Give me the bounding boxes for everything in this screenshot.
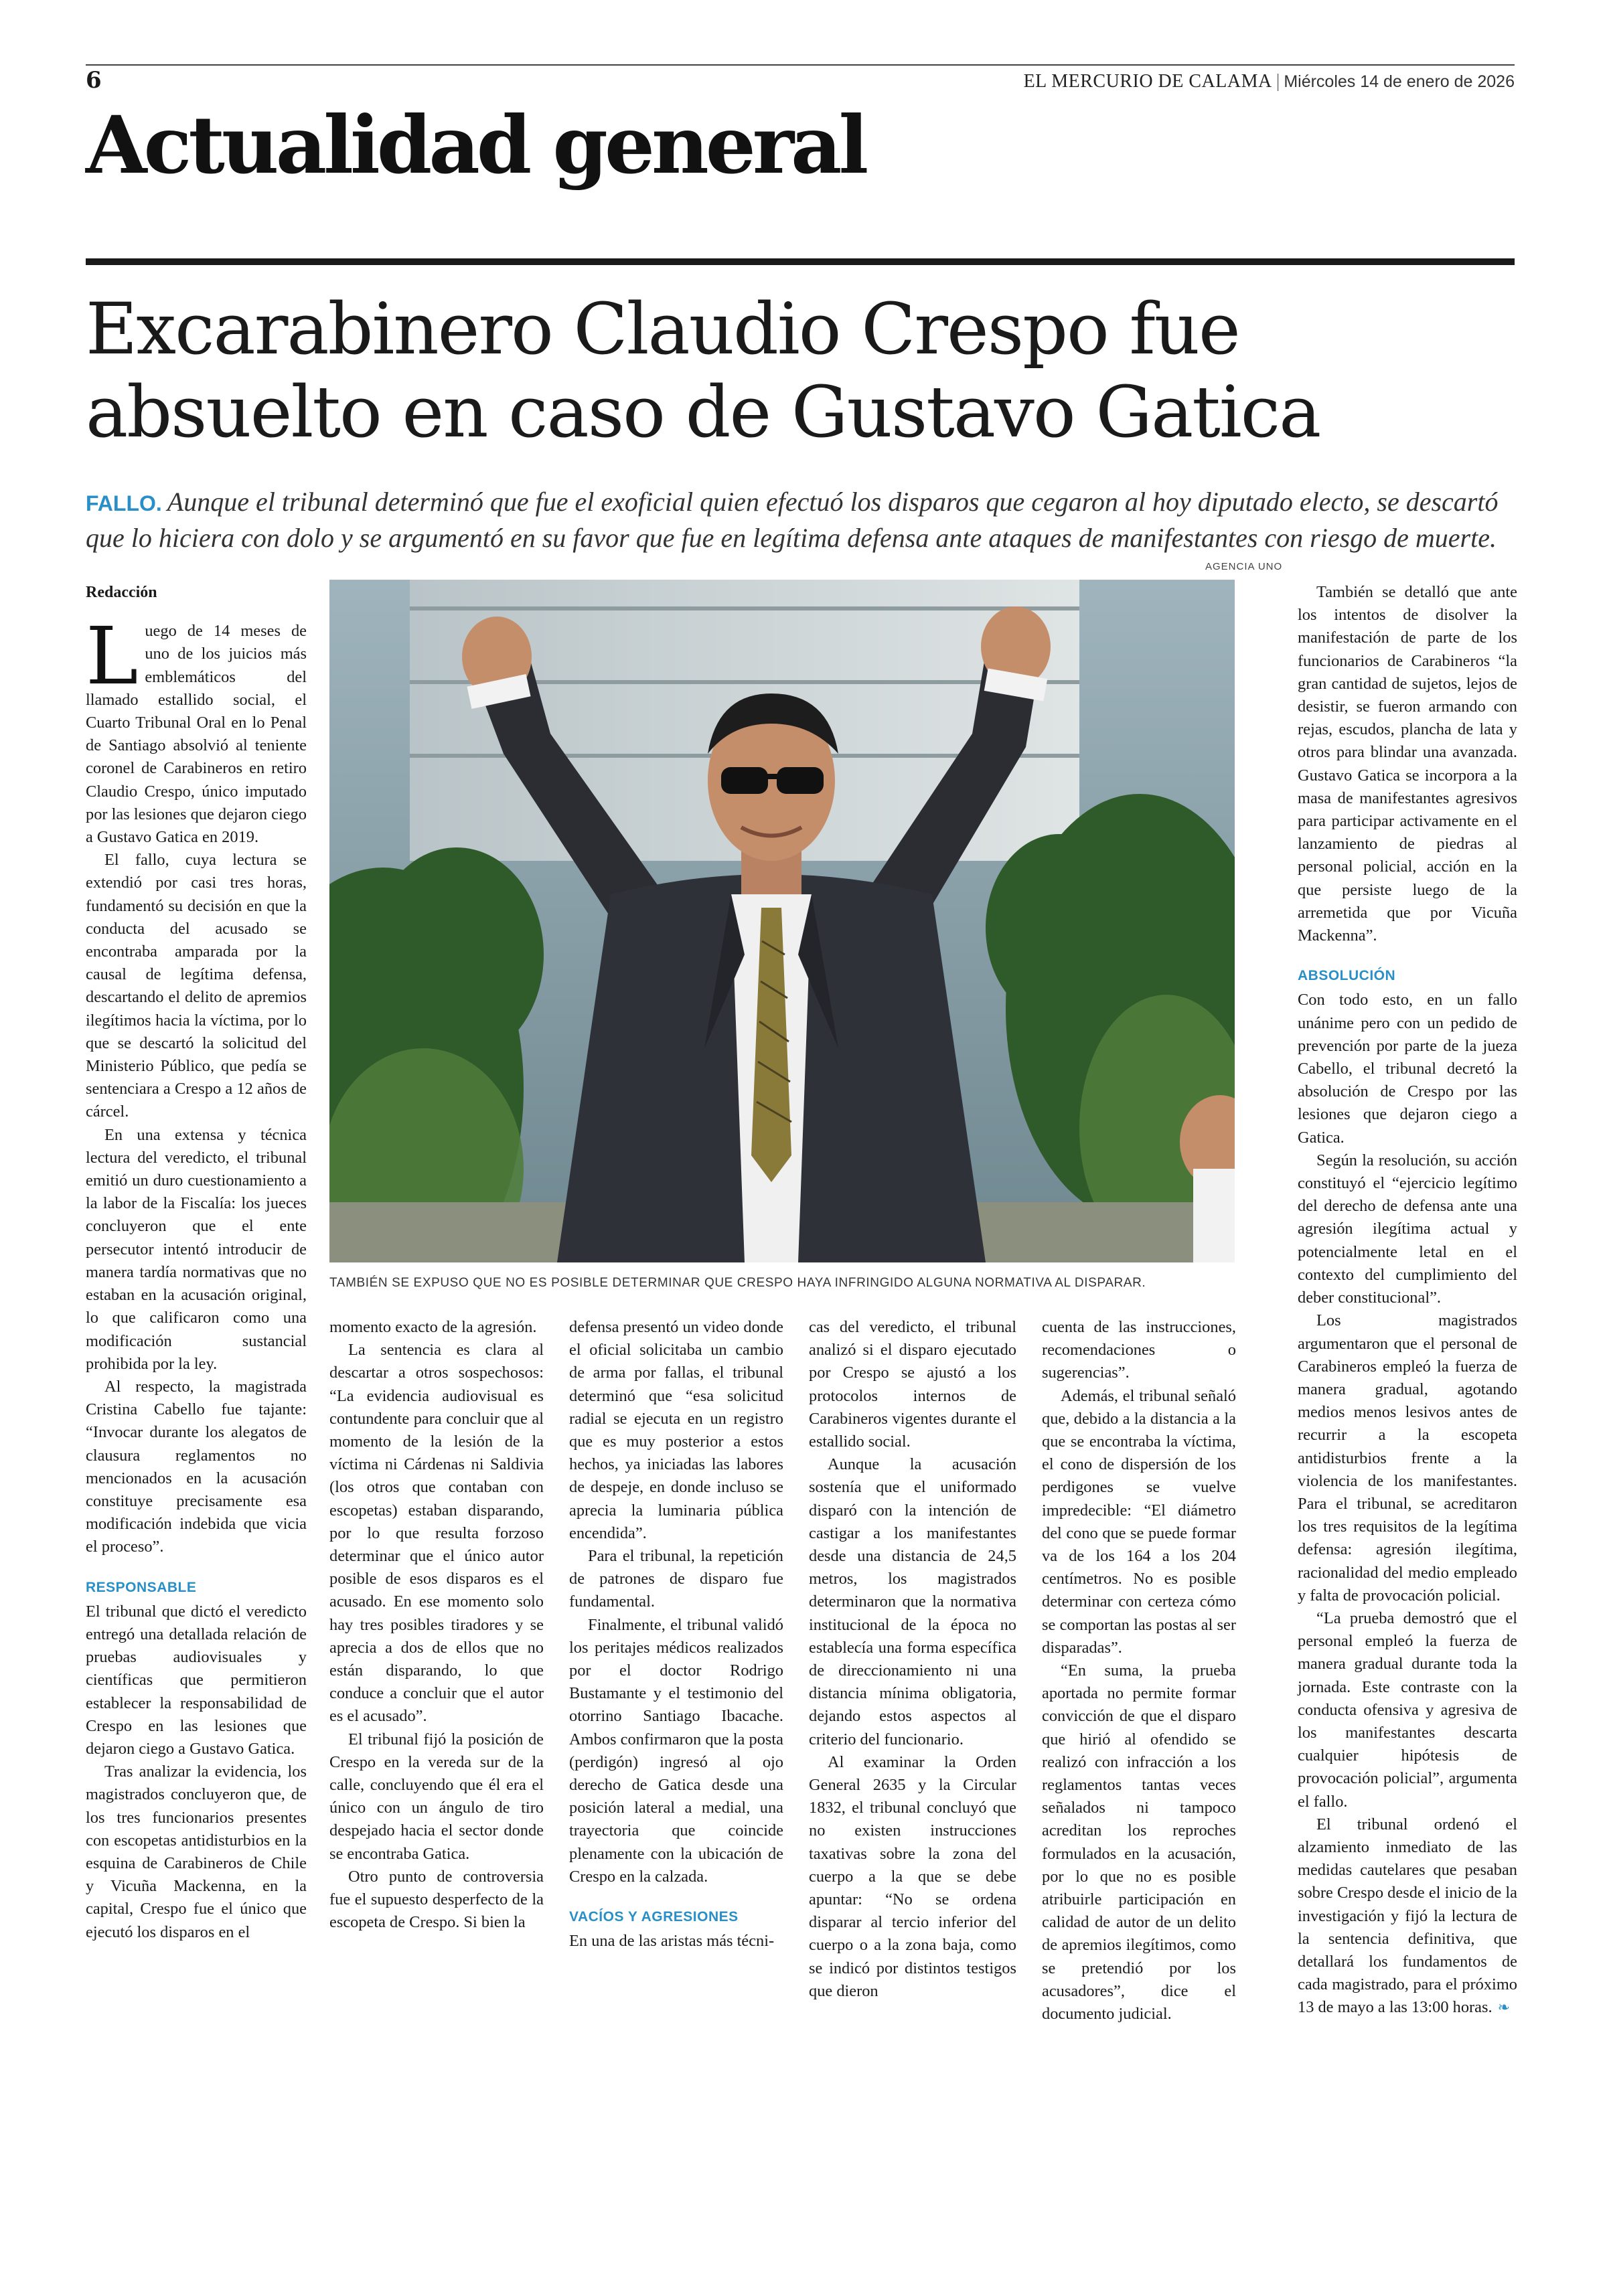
- subheading-responsable: RESPONSABLE: [86, 1579, 197, 1595]
- closing-text: El tribunal ordenó el alzamiento inmediato de las medidas cautelares que pesaban sobre Crespo desde el inicio de la investigación y fijó la lectura de la sentencia definitiva, que detallará los fundamentos de cada magistrado, para el próximo 13 de mayo a las 13:00 horas.: [1298, 1815, 1517, 2017]
- article-paragraph: El tribunal que dictó el veredicto entregó una detallada relación de pruebas audiovisuales y científicas que permitieron establecer la responsabilidad de Crespo en las lesiones que dejaron ciego a Gustavo Gatica.: [86, 1602, 307, 1758]
- headline-line-1: Excarabinero Claudio Crespo fue: [86, 288, 1239, 370]
- masthead: [1024, 71, 1515, 92]
- photo-caption: TAMBIÉN SE EXPUSO QUE NO ES POSIBLE DETERMINAR QUE CRESPO HAYA INFRINGIDO ALGUNA NORMATIVA AL DISPARAR.: [329, 1276, 1146, 1290]
- article-paragraph: Aunque la acusación sostenía que el uniformado disparó con la intención de castigar a los manifestantes desde una distancia de 24,5 metros, los magistrados determinaron que la normativa institucional de la época no establecía una forma específica de direccionamiento ni una distancia mínima obligatoria, dejando estos aspectos al criterio del funcionario.: [809, 1455, 1016, 1748]
- article-column-3: [569, 1316, 783, 1953]
- article-paragraph: momento exacto de la agresión.: [329, 1318, 537, 1336]
- subheading-vacios-y-agresiones: VACÍOS Y AGRESIONES: [569, 1909, 739, 1925]
- article-paragraph: Los magistrados argumentaron que el personal de Carabineros empleó la fuerza de manera gradual, agotando medios menos lesivos antes de recurrir a la escopeta antidisturbios frente a la violencia de los manifestantes. Para el tribunal, se acreditaron los tres requisitos de la legítima defensa: agresión ilegítima, racionalidad del medio empleado y falta de provocación policial.: [1298, 1311, 1517, 1605]
- article-paragraph: [1298, 1813, 1517, 2020]
- article-paragraph: Al respecto, la magistrada Cristina Cabello fue tajante: “Invocar durante los alegatos de clausura reglamentos no mencionados en la acusación constituye precisamente esa modificación indebida que vicia el proceso”.: [86, 1377, 307, 1556]
- byline: Redacción: [86, 584, 157, 601]
- article-column-6: [1298, 581, 1517, 2020]
- drop-cap: L: [86, 610, 139, 703]
- article-paragraph: En una de las aristas más técni-: [569, 1932, 775, 1951]
- lead-text: uego de 14 meses de uno de los juicios más emblemáticos del llamado estallido social, el Cuarto Tribunal Oral en lo Penal de Santiago absolvió al teniente coronel de Carabineros en retiro Claudio Crespo, único imputado por las lesiones que dejaron ciego a Gustavo Gatica en 2019.: [86, 622, 307, 847]
- article-paragraph: Además, el tribunal señaló que, debido a la distancia a la que se encontraba la víctima, el cono de dispersión de los perdigones se vuelve impredecible: “El diámetro del cono que se puede formar va de los 164 a los 204 centímetros. No es posible determinar con certeza cómo se comportan las postas al ser disparadas”.: [1042, 1386, 1236, 1657]
- masthead-separator: |: [1276, 71, 1280, 92]
- headline-line-2: absuelto en caso de Gustavo Gatica: [86, 371, 1320, 453]
- end-mark-icon: ❧: [1497, 1999, 1511, 2017]
- article-paragraph: Otro punto de controversia fue el supuesto desperfecto de la escopeta de Crespo. Si bien la: [329, 1867, 544, 1932]
- article-paragraph: Tras analizar la evidencia, los magistrados concluyeron que, de los tres funcionarios presentes con escopetas antidisturbios en la esquina de Carabineros de Chile y Vicuña Mackenna, en la capital, Crespo fue el único que ejecutó los disparos en el: [86, 1762, 307, 1941]
- photo-illustration: [329, 580, 1235, 1262]
- article-column-4: [809, 1316, 1016, 2003]
- article-column-1: [86, 581, 307, 1944]
- article-photo: [329, 580, 1235, 1262]
- section-title: Actualidad general: [86, 98, 866, 191]
- article-paragraph: Para el tribunal, la repetición de patrones de disparo fue fundamental.: [569, 1547, 783, 1611]
- article-paragraph: cas del veredicto, el tribunal analizó si el disparo ejecutado por Crespo se ajustó a los protocolos internos de Carabineros vigentes durante el estallido social.: [809, 1318, 1016, 1451]
- publication-name: EL MERCURIO DE CALAMA: [1023, 71, 1272, 92]
- article-paragraph: El fallo, cuya lectura se extendió por casi tres horas, fundamentó su decisión en que la conducta del acusado se encontraba amparada por la causal de legítima defensa, descartando el delito de apremios ilegítimos hacia la víctima, por lo que se descartó la solicitud del Ministerio Público, que pedía se sentenciara a Crespo a 12 años de cárcel.: [86, 851, 307, 1121]
- article-deck: [86, 485, 1519, 556]
- article-column-2: [329, 1316, 544, 1934]
- photo-credit: AGENCIA UNO: [1205, 561, 1283, 572]
- deck-text: Aunque el tribunal determinó que fue el exoficial quien efectuó los disparos que cegaron al hoy diputado electo, se descartó que lo hiciera con dolo y se argumentó en su favor que fue en legítima defensa ante ataques de manifestantes con riesgo de muerte.: [86, 487, 1499, 553]
- article-paragraph: Según la resolución, su acción constituyó el “ejercicio legítimo del derecho de defensa ante una agresión ilegítima actual y potencialmente letal en el contexto del cumplimiento del deber constitucional”.: [1298, 1151, 1517, 1307]
- article-paragraph: [86, 610, 307, 849]
- article-paragraph: Finalmente, el tribunal validó los peritajes médicos realizados por el doctor Rodrigo Bustamante y el testimonio del otorrino Santiago Ibacache. Ambos confirmaron que la posta (perdigón) ingresó al ojo derecho de Gatica desde una posición lateral a medial, una trayectoria que coincide plenamente con la ubicación de Crespo en la calzada.: [569, 1615, 783, 1886]
- article-paragraph: Al examinar la Orden General 2635 y la Circular 1832, el tribunal concluyó que no existen instrucciones taxativas sobre la zona del cuerpo a la que se debe apuntar: “No se ordena disparar al tercio inferior del cuerpo o a la zona baja, como se indicó por distintos testigos que dieron: [809, 1752, 1016, 2000]
- headline-rule: [86, 258, 1515, 265]
- article-column-5: [1042, 1316, 1236, 2026]
- article-paragraph: Con todo esto, en un fallo unánime pero con un pedido de prevención por parte de la jueza Cabello, el tribunal decretó la absolución de Crespo por las lesiones que dejaron ciego a Gatica.: [1298, 991, 1517, 1147]
- top-rule: [86, 64, 1515, 66]
- article-paragraph: En una extensa y técnica lectura del veredicto, el tribunal emitió un duro cuestionamiento a la labor de la Fiscalía: los jueces concluyeron que el ente persecutor intentó introducir de manera tardía normativas que no estaban en la acusación original, lo que calificaron como una modificación sustancial prohibida por la ley.: [86, 1125, 307, 1373]
- article-paragraph: El tribunal fijó la posición de Crespo en la vereda sur de la calle, concluyendo que él era el único con un ángulo de tiro despejado hacia el sector donde se encontraba Gatica.: [329, 1730, 544, 1863]
- article-paragraph: La sentencia es clara al descartar a otros sospechosos: “La evidencia audiovisual es contundente para concluir que al momento de la lesión de la víctima ni Cárdenas ni Saldivia (los otros que contaban con escopetas) estaban disparando, por lo que resulta forzoso determinar que el único autor posible de esos disparos es el acusado. En ese momento solo hay tres posibles tiradores y se aprecia a dos de ellos que no están disparando, lo que conduce a concluir que el autor es el acusado”.: [329, 1341, 544, 1726]
- subheading-absolucion: ABSOLUCIÓN: [1298, 968, 1396, 984]
- article-paragraph: También se detalló que ante los intentos de disolver la manifestación de parte de los funcionarios de Carabineros “la gran cantidad de sujetos, lejos de desistir, se fueron armando con rejas, escudos, plancha de lata y otros para blindar una avanzada. Gustavo Gatica se incorpora a la masa de manifestantes agresivos para participar activamente en el lanzamiento de piedras al personal policial, acción en la que persiste luego de la arremetida que por Vicuña Mackenna”.: [1298, 583, 1517, 945]
- article-paragraph: “En suma, la prueba aportada no permite formar convicción de que el disparo que hirió al ofendido se realizó con infracción a los reglamentos tantas veces señalados ni tampoco acreditan los reproches formulados en la acusación, por lo que no es posible atribuirle participación en calidad de autor de un delito de apremios ilegítimos, como se pretendió por los acusadores”, dice el documento judicial.: [1042, 1661, 1236, 2024]
- article-paragraph: “La prueba demostró que el personal empleó la fuerza de manera gradual durante toda la jornada. Este contraste con la conducta ofensiva y agresiva de los manifestantes descarta cualquier hipótesis de provocación policial”, argumenta el fallo.: [1298, 1609, 1517, 1811]
- article-paragraph: defensa presentó un video donde el oficial solicitaba un cambio de arma por fallas, el tribunal determinó que “esa solicitud radial se ejecuta en un registro que es muy posterior a estos hechos, ya iniciadas las labores de despeje, en donde incluso se aprecia la luminaria pública encendida”.: [569, 1318, 783, 1542]
- headline: [86, 288, 1519, 454]
- article-paragraph: cuenta de las instrucciones, recomendaciones o sugerencias”.: [1042, 1318, 1236, 1382]
- deck-kicker: FALLO.: [86, 491, 162, 515]
- page-number: 6: [86, 67, 102, 94]
- publication-date: Miércoles 14 de enero de 2026: [1284, 72, 1515, 91]
